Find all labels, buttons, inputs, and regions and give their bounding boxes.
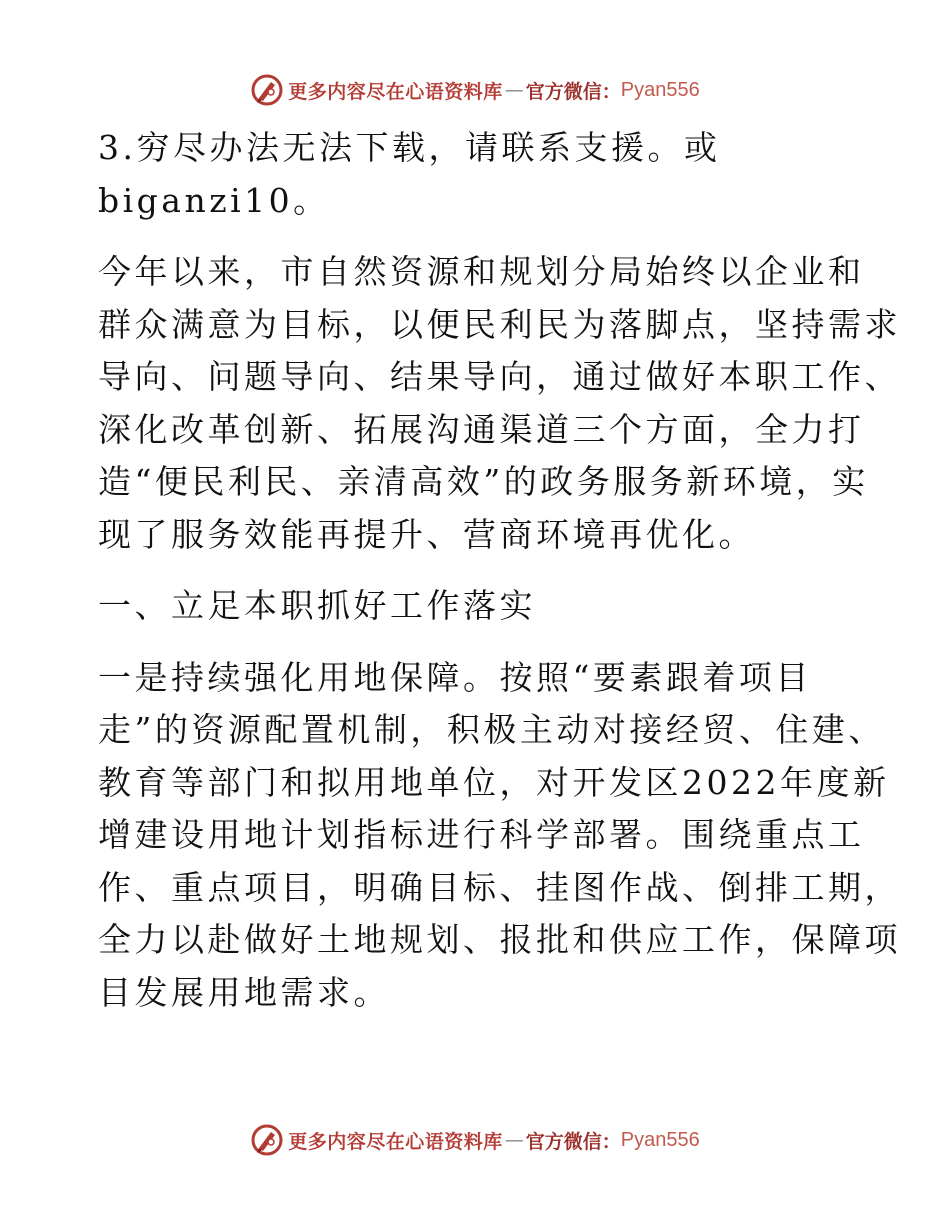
watermark-text: 更多内容尽在心语资料库: [288, 80, 503, 103]
watermark-wechat-id: Pyan556: [620, 1128, 700, 1151]
text-line: 造“便民利民、亲清高效”的政务服务新环境，实: [98, 462, 869, 501]
pen-logo-icon: [250, 1123, 284, 1157]
text-line: 深化改革创新、拓展沟通渠道三个方面，全力打: [98, 409, 865, 449]
text-line: 作、重点项目，明确目标、挂图作战、倒排工期，: [98, 867, 901, 907]
paragraph-download-note: [98, 122, 858, 227]
pen-logo-icon: [250, 73, 284, 107]
watermark-wechat-id: Pyan556: [620, 78, 700, 101]
text-line: 目发展用地需求。: [98, 972, 390, 1012]
text-line: 教育等部门和拟用地单位，对开发区2022年度新: [98, 762, 890, 802]
header-watermark: [0, 70, 950, 110]
paragraph-land-guarantee: [98, 652, 901, 1020]
watermark-separator: —: [504, 79, 524, 101]
watermark-text: 更多内容尽在心语资料库: [288, 1130, 503, 1153]
text-line: 增建设用地计划指标进行科学部署。围绕重点工: [98, 815, 865, 854]
footer-watermark: [0, 1120, 950, 1160]
text-line: 一、立足本职抓好工作落实: [98, 586, 536, 625]
text-line: 全力以赴做好土地规划、报批和供应工作，保障项: [98, 920, 901, 959]
paragraph-intro: [98, 246, 901, 561]
text-line: 今年以来，市自然资源和规划分局始终以企业和: [98, 252, 865, 291]
text-line: 现了服务效能再提升、营商环境再优化。: [98, 514, 755, 554]
text-line: 群众满意为目标，以便民利民为落脚点，坚持需求: [98, 304, 901, 344]
text-line: 一是持续强化用地保障。按照“要素跟着项目: [98, 657, 812, 697]
text-line: 3.穷尽办法无法下载，请联系支援。或: [98, 128, 721, 167]
text-line: 走”的资源配置机制，积极主动对接经贸、住建、: [98, 710, 885, 749]
document-body: [98, 122, 901, 1019]
watermark-wechat-label: 官方微信：: [525, 1130, 621, 1153]
section-heading: [98, 580, 858, 633]
watermark-wechat-label: 官方微信：: [525, 80, 621, 103]
text-line: biganzi10。: [98, 180, 330, 220]
text-line: 导向、问题导向、结果导向，通过做好本职工作、: [98, 357, 901, 396]
watermark-separator: —: [504, 1129, 524, 1151]
